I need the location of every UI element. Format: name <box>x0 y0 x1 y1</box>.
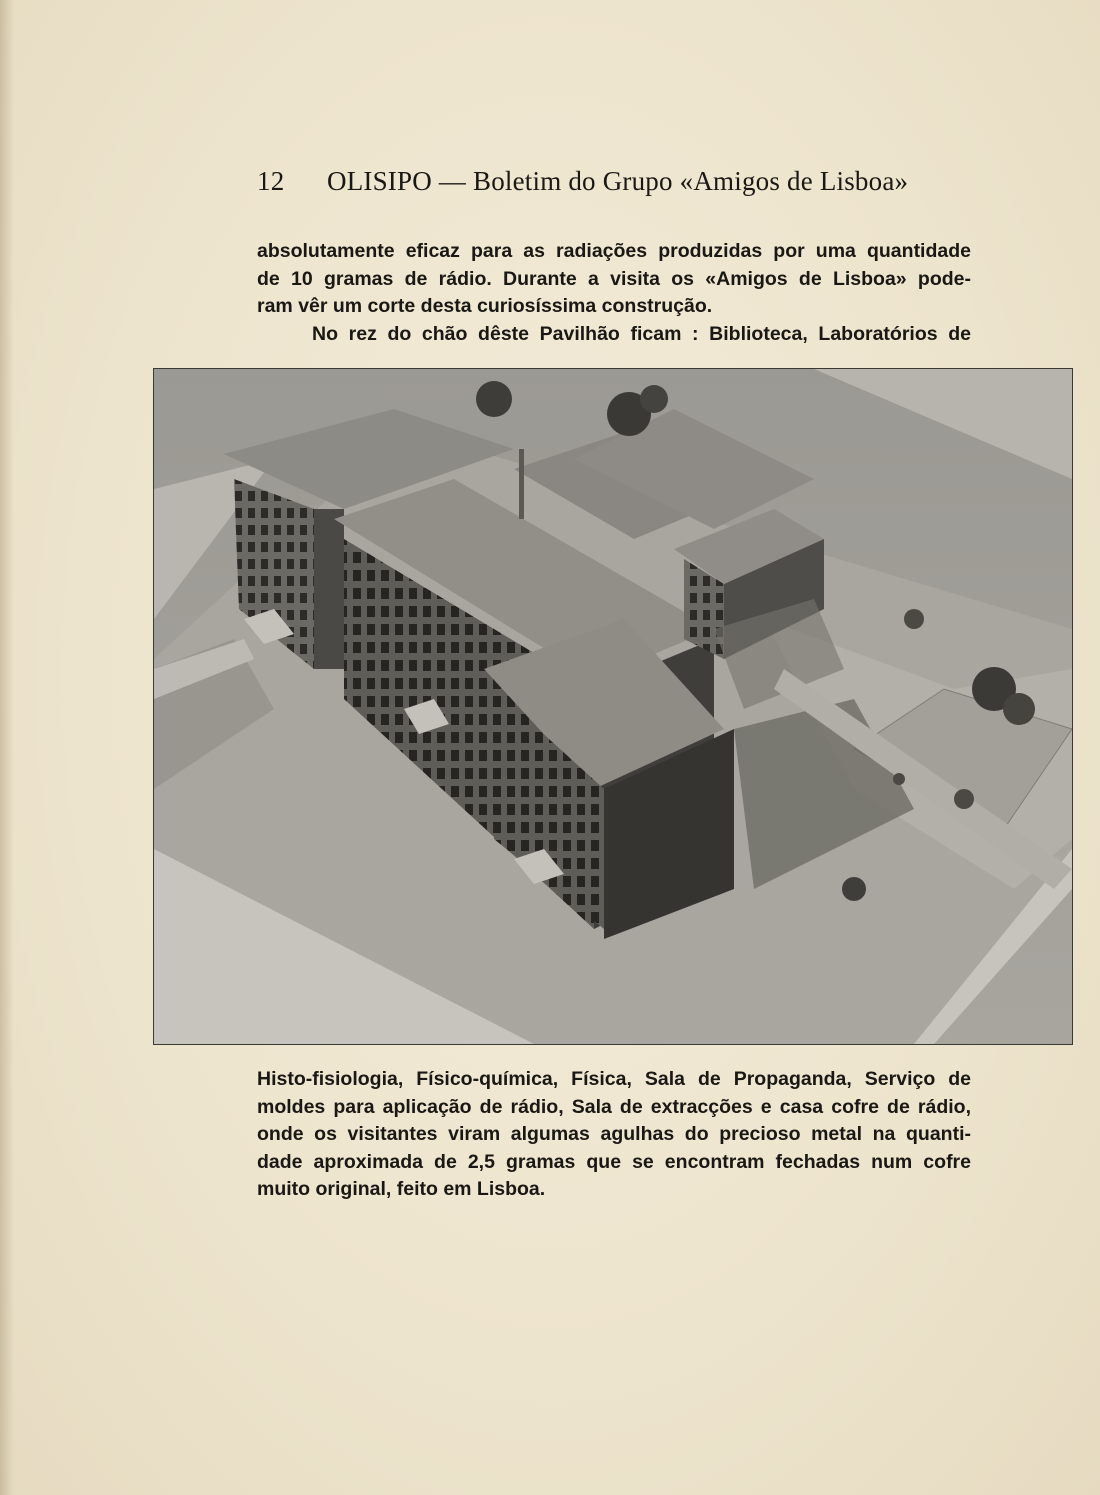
page-number: 12 <box>257 166 285 196</box>
text-line: Histo-fisiologia, Físico-química, Física, Sala de Propaganda, Serviço de <box>257 1068 971 1090</box>
page-edge-shadow <box>0 0 14 1495</box>
text-line: de 10 gramas de rádio. Durante a visita os «Amigos de Lisboa» pode- <box>257 267 971 290</box>
text-line: dade aproximada de 2,5 gramas que se encontram fechadas num cofre <box>257 1150 971 1173</box>
text-line: onde os visitantes viram algumas agulhas do precioso metal na quanti- <box>257 1123 971 1145</box>
paragraph-before-figure <box>257 238 971 348</box>
running-title: OLISIPO — Boletim do Grupo «Amigos de Lisboa» <box>327 166 909 196</box>
paragraph-after-figure <box>257 1066 971 1204</box>
text-line: muito original, feito em Lisboa. <box>257 1178 546 1200</box>
text-line: moldes para aplicação de rádio, Sala de extracções e casa cofre de rádio, <box>257 1095 971 1118</box>
running-header <box>257 166 957 197</box>
text-line: absolutamente eficaz para as radiações produzidas por uma quantidade <box>257 240 971 262</box>
text-line: No rez do chão dêste Pavilhão ficam : Biblioteca, Laboratórios de <box>312 322 971 345</box>
text-line: ram vêr um corte desta curiosíssima construção. <box>257 295 713 317</box>
building-model-photo <box>153 368 1073 1045</box>
